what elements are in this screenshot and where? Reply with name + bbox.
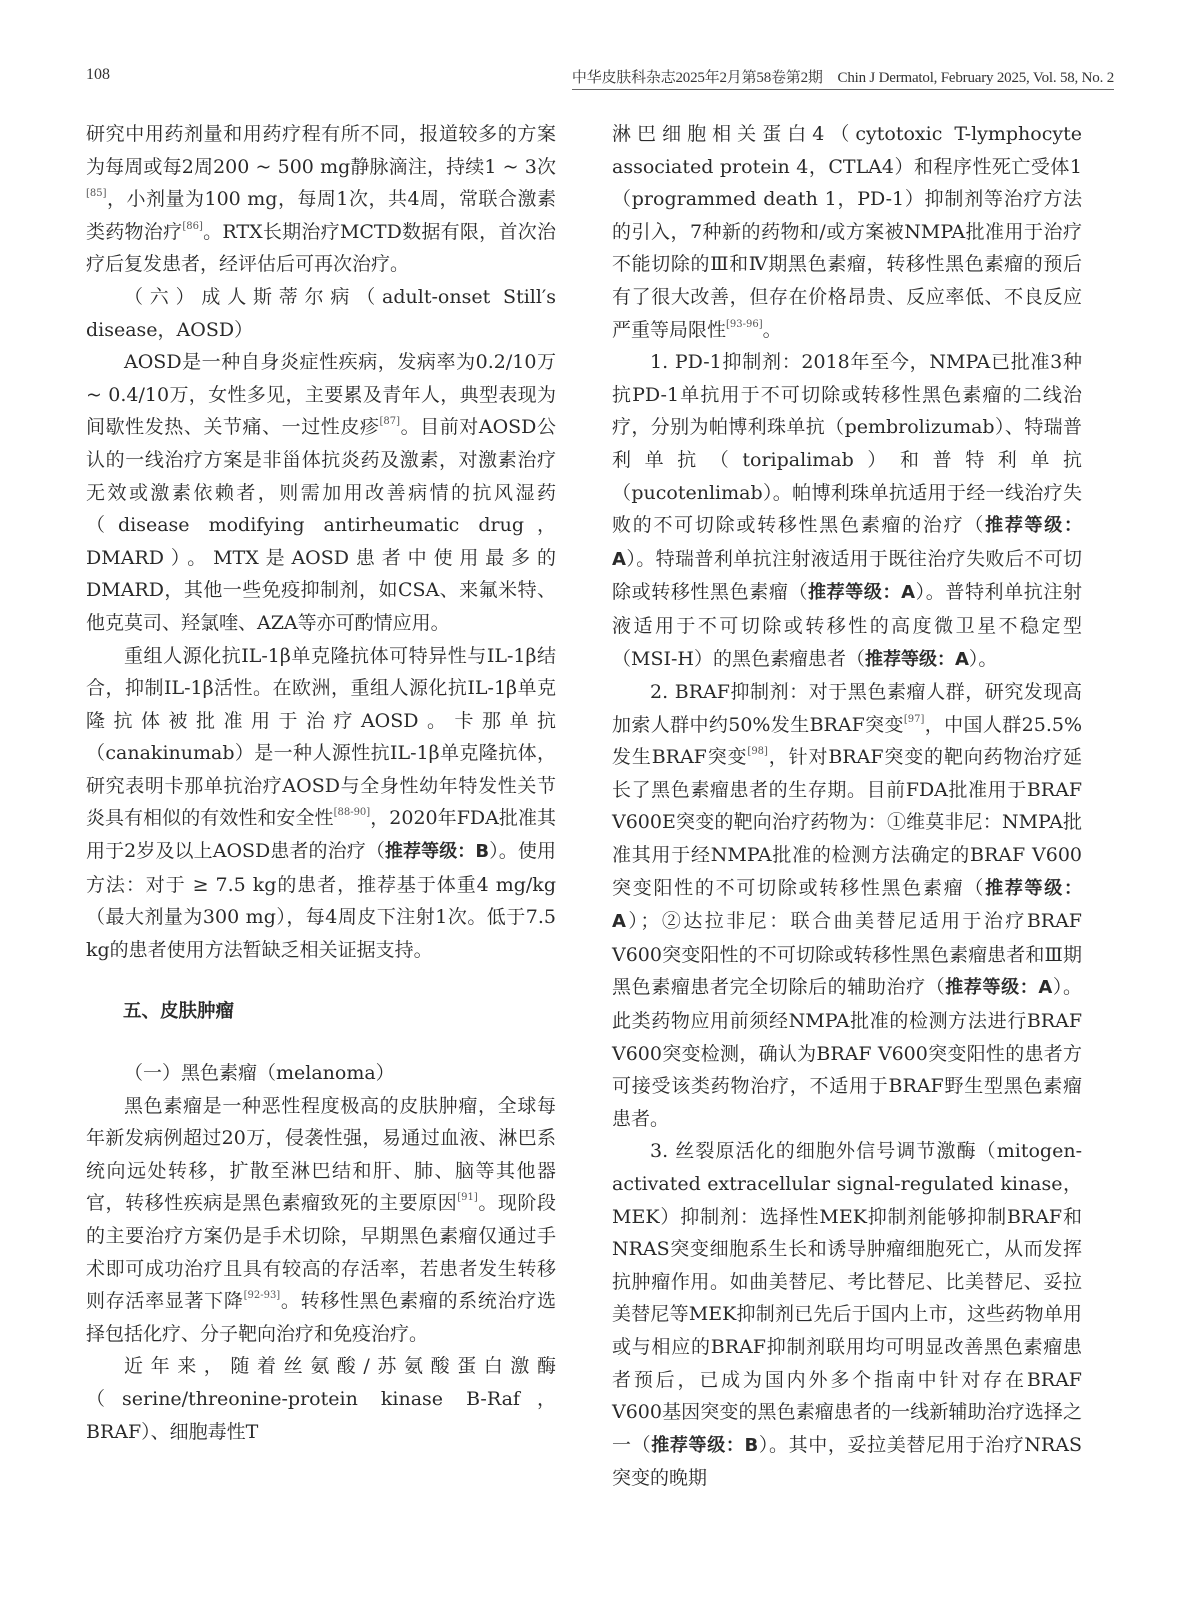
text: ）。普特利单抗注射液适用于不可切除或转移性的高度微卫星不稳定型（MSI-H）的黑色素瘤患者（ — [612, 581, 1082, 670]
text: 研究中用药剂量和用药疗程有所不同，报道较多的方案为每周或每2周200 ~ 500 mg静脉滴注，持续1 ~ 3次 — [86, 123, 556, 178]
text: ）。特瑞普利单抗注射液适用于既往治疗失败后不可切除或转移性黑色素瘤（ — [612, 547, 1082, 604]
citation[interactable]: [86] — [182, 220, 203, 232]
recommendation-grade: 推荐等级：A — [612, 877, 1082, 933]
text: ）。此类药物应用前须经NMPA批准的检测方法进行BRAF V600突变检测，确认为BRAF V600突变阳性的患者方可接受该类药物治疗，不适用于BRAF野生型黑色素瘤患者。 — [612, 976, 1082, 1130]
paragraph — [612, 1135, 1082, 1495]
recommendation-grade: 推荐等级：A — [808, 582, 916, 604]
text: ）。其中，妥拉美替尼用于治疗NRAS突变的晚期 — [612, 1433, 1082, 1490]
citation[interactable]: [97] — [903, 713, 925, 725]
paragraph: 近年来，随着丝氨酸/苏氨酸蛋白激酶（serine/threonine-protein kinase B-Raf，BRAF）、细胞毒性T — [86, 1355, 556, 1443]
citation[interactable]: [88-90] — [333, 807, 371, 819]
text: 2. BRAF抑制剂：对于黑色素瘤人群，研究发现高加索人群中约50%发生BRAF突变 — [612, 681, 1082, 736]
recommendation-grade: 推荐等级：B — [651, 1434, 759, 1456]
running-head: 中华皮肤科杂志2025年2月第58卷第2期 Chin J Dermatol, February 2025, Vol. 58, No. 2 — [572, 66, 1114, 90]
text: AOSD是一种自身炎症性疾病，发病率为0.2/10万 ~ 0.4/10万，女性多见，主要累及青年人，典型表现为间歇性发热、关节痛、一过性皮疹 — [86, 351, 556, 439]
text: 。RTX长期治疗MCTD数据有限，首次治疗后复发患者，经评估后可再次治疗。 — [86, 220, 556, 276]
paragraph — [612, 118, 1082, 346]
section-heading: 五、皮肤肿瘤 — [123, 1001, 235, 1023]
text: ，小剂量为100 mg，每周1次，共4周，常联合激素类药物治疗 — [86, 188, 556, 243]
text: ）。 — [968, 647, 998, 670]
recommendation-grade: 推荐等级：A — [612, 515, 1082, 570]
left-column — [86, 118, 556, 1448]
text: ）。使用方法：对于 ≥ 7.5 kg的患者，推荐基于体重4 mg/kg（最大剂量为300 mg），每4周皮下注射1次。低于7.5 kg的患者使用方法暂缺乏相关证据支持。 — [86, 840, 556, 961]
text: 黑色素瘤是一种恶性程度极高的皮肤肿瘤，全球每年新发病例超过20万，侵袭性强，易通过血液、淋巴系统向远处转移，扩散至淋巴结和肝、肺、脑等其他器官，转移性疾病是黑色素瘤致死的主要原因 — [86, 1094, 556, 1215]
recommendation-grade: 推荐等级：B — [384, 841, 490, 863]
citation[interactable]: [93-96] — [726, 318, 763, 330]
text: 。转移性黑色素瘤的系统治疗选择包括化疗、分子靶向治疗和免疫治疗。 — [86, 1290, 556, 1345]
citation[interactable]: [85] — [86, 188, 107, 200]
page-header — [86, 66, 1114, 92]
text: ，2020年FDA批准其用于2岁及以上AOSD患者的治疗（ — [86, 807, 556, 863]
text: 1. PD-1抑制剂：2018年至今，NMPA已批准3种抗PD-1单抗用于不可切除或转移性黑色素瘤的二线治疗，分别为帕博利珠单抗（pembrolizumab）、特瑞普利单抗（toripalimab）和普特利单抗（pucotenlimab）。帕博利珠单抗适用于经一线治疗失败的不可切除或转移性黑色素瘤的治疗（ — [612, 351, 1082, 537]
right-column — [612, 118, 1082, 1495]
text: 。现阶段的主要治疗方案仍是手术切除，早期黑色素瘤仅通过手术即可成功治疗且具有较高的存活率，若患者发生转移则存活率显著下降 — [86, 1192, 556, 1313]
text: 重组人源化抗IL-1β单克隆抗体可特异性与IL-1β结合，抑制IL-1β活性。在欧洲，重组人源化抗IL-1β单克隆抗体被批准用于治疗AOSD。卡那单抗（canakinumab）是一种人源性抗IL-1β单克隆抗体，研究表明卡那单抗治疗AOSD与全身性幼年特发性关节炎具有相似的有效性和安全性 — [86, 644, 556, 830]
text: 。目前对AOSD公认的一线治疗方案是非甾体抗炎药及激素，对激素治疗无效或激素依赖者，则需加用改善病情的抗风湿药（disease modifying antirheumatic drug，DMARD）。MTX是AOSD患者中使用最多的DMARD，其他一些免疫抑制剂，如CSA、来氟米特、他克莫司、羟氯喹、AZA等亦可酌情应用。 — [86, 416, 556, 634]
text: 淋巴细胞相关蛋白4（cytotoxic T-lymphocyte associated protein 4，CTLA4）和程序性死亡受体1（programmed death 1，PD-1）抑制剂等治疗方法的引入，7种新的药物和/或方案被NMPA批准用于治疗不能切除的Ⅲ和Ⅳ期黑色素瘤，转移性黑色素瘤的预后有了很大改善，但存在价格昂贵、反应率低、不良反应严重等局限性 — [612, 123, 1082, 341]
text: ，针对BRAF突变的靶向药物治疗延长了黑色素瘤患者的生存期。目前FDA批准用于BRAF V600E突变的靶向治疗药物为：①维莫非尼：NMPA批准其用于经NMPA批准的检测方法确定的BRAF V600突变阳性的不可切除或转移性黑色素瘤（ — [612, 746, 1082, 899]
text: ）；②达拉非尼：联合曲美替尼适用于治疗BRAF V600突变阳性的不可切除或转移性黑色素瘤患者和Ⅲ期黑色素瘤患者完全切除后的辅助治疗（ — [612, 910, 1082, 999]
paragraph — [612, 346, 1082, 676]
citation[interactable]: [92-93] — [243, 1290, 281, 1302]
text: 。 — [762, 318, 782, 341]
recommendation-grade: 推荐等级：A — [864, 648, 969, 670]
citation[interactable]: [91] — [457, 1192, 478, 1204]
citation[interactable]: [98] — [747, 746, 768, 758]
paragraph — [86, 118, 556, 281]
subheading-aosd: （六）成人斯蒂尔病（adult-onset Still′s disease，AOSD） — [86, 285, 556, 341]
text: ，中国人群25.5%发生BRAF突变 — [612, 713, 1082, 769]
paragraph — [612, 676, 1082, 1135]
paragraph — [86, 1090, 556, 1351]
paragraph — [86, 640, 556, 967]
page-number: 108 — [86, 66, 110, 83]
paragraph — [86, 346, 556, 639]
recommendation-grade: 推荐等级：A — [945, 977, 1053, 999]
citation[interactable]: [87] — [379, 416, 401, 428]
subheading-melanoma: （一）黑色素瘤（melanoma） — [124, 1062, 395, 1085]
text: 3. 丝裂原活化的细胞外信号调节激酶（mitogen-activated extracellular signal-regulated kinase，MEK）抑制剂：选择性MEK抑制剂能够抑制BRAF和NRAS突变细胞系生长和诱导肿瘤细胞死亡，从而发挥抗肿瘤作用。如曲美替尼、考比替尼、比美替尼、妥拉美替尼等MEK抑制剂已先后于国内上市，这些药物单用或与相应的BRAF抑制剂联用均可明显改善黑色素瘤患者预后，已成为国内外多个指南中针对存在BRAF V600基因突变的黑色素瘤患者的一线新辅助治疗选择之一（ — [612, 1140, 1082, 1456]
